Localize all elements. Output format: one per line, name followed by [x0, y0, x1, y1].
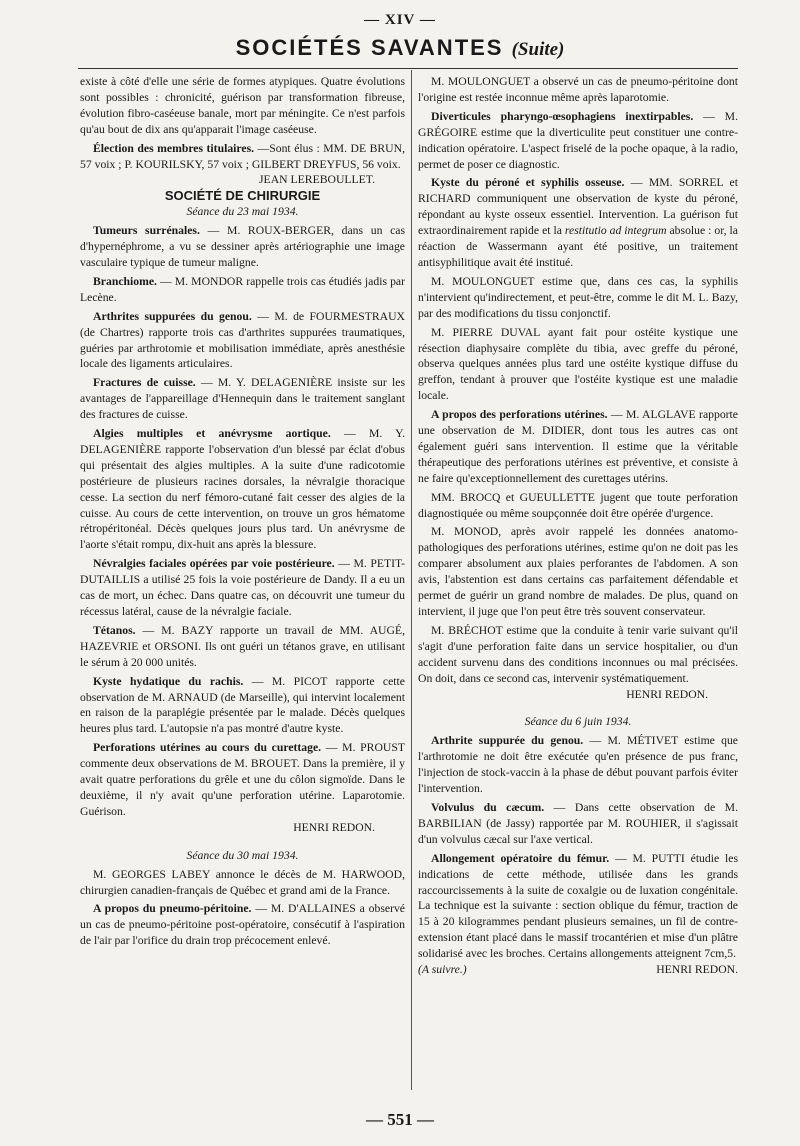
paragraph-heading: A propos des perforations utérines. — [431, 408, 608, 422]
paragraph — [418, 851, 738, 962]
paragraph-body: — M. Y. DELAGENIÈRE rapporte l'observation d'un blessé par éclat d'obus qui présentait des algies multiples. A la suite d'une radicotomie postérieure de plusieurs racines dorsales, la névralgie thoracique cesse. La section du nerf fémoro-cutané fait cesser des algies de la cuisse. Au cours de cette intervention, on trouve un gros hématome rétropéritonéal. Décès quelques jours plus tard. Un anévrysme de l'aorte s'était rompu, dix-huit ans après la blessure. — [80, 427, 406, 552]
paragraph: M. BRÉCHOT estime que la conduite à tenir varie suivant qu'il s'agit d'une perforation faite dans un service hospitalier, ou d'un accident survenu dans des conditions inconnues ou mal précisées. On doit, dans ce second cas, intervenir systématiquement. — [418, 623, 738, 685]
paragraph — [80, 426, 405, 553]
paragraph — [80, 274, 405, 306]
latin-phrase: restitutio ad integrum — [564, 224, 667, 238]
paragraph-body: — M. PROUST commente deux observations de M. BROUET. Dans la première, il y avait quatre perforations du grêle et une du côlon sigmoïde. Dans le deuxième, il n'y avait qu'une perforation utérine. Laparotomie. Guérison. — [80, 741, 405, 818]
left-column — [80, 74, 405, 949]
paragraph: MM. BROCQ et GUEULLETTE jugent que toute perforation diagnostiquée ou même soupçonnée doit être opérée d'urgence. — [418, 490, 738, 520]
paragraph-body: — M. PUTTI étudie les indications de cette méthode, utilisée dans les grands raccourcissements à la suite de coxalgie ou de luxation congénitale. La technique est la suivante : section oblique du fémur, traction de 15 à 20 kilogrammes pendant plusieurs semaines, un fil de contre-extension étant placé dans le massif trocantérien et mise d'un plâtre solidarisé avec les broches. Certains allongements atteignent 7cm,5. — [418, 851, 738, 961]
page-title — [0, 35, 800, 61]
paragraph — [418, 733, 738, 797]
paragraph-heading: Tétanos. — [93, 623, 136, 637]
paragraph-heading: Tumeurs surrénales. — [93, 224, 200, 238]
paragraph-body: — M. D'ALLAINES a observé un cas de pneumo-péritoine post-opératoire, consécutif à l'aspiration de l'air par l'orifice du drain trop précocement enlevé. — [80, 902, 405, 948]
paragraph — [80, 309, 405, 373]
paragraph-body: — M. Y. DELAGENIÈRE insiste sur les avantages de l'appareillage d'Hennequin dans le traitement sanglant des fractures de cuisse. — [80, 376, 405, 422]
paragraph-heading: A propos du pneumo-péritoine. — [93, 902, 252, 916]
paragraph-heading: Volvulus du cæcum. — [431, 800, 545, 814]
paragraph — [80, 674, 405, 738]
paragraph — [80, 901, 405, 949]
paragraph — [80, 623, 405, 671]
paragraph: M. MOULONGUET estime que, dans ces cas, la syphilis n'intervient qu'indirectement, et peut-être, comme le dit M. L. Bazy, par des modifications du tissu conjonctif. — [418, 274, 738, 320]
paragraph-body: — M. PETIT-DUTAILLIS a utilisé 25 fois la voie postérieure de Dandy. Il a eu un cas de mort, un échec. Dans quatre cas, on découvrit une tumeur du récessus latéral, cause de la névralgie faciale. — [80, 557, 405, 618]
paragraph — [80, 740, 405, 820]
signature: JEAN LEREBOULLET. — [259, 173, 375, 187]
paragraph — [418, 175, 738, 270]
paragraph-heading: Arthrites suppurées du genou. — [93, 309, 252, 323]
paragraph-body-tail: absolue : or, la réaction de Wassermann ayant été positive, un traitement antisyphilitique avait été institué. — [418, 224, 738, 269]
paragraph-body: — M. ALGLAVE rapporte une observation de M. DIDIER, dont tous les autres cas ont également guéri sans intervention. Il estime que la véritable thérapeutique des perforations utérines est préventive, et consiste à ne faire qu'exceptionnellement des curettages utérins. — [418, 408, 738, 485]
paragraph-heading: Allongement opératoire du fémur. — [431, 851, 610, 865]
title-main: SOCIÉTÉS SAVANTES — [235, 35, 504, 60]
paragraph — [80, 141, 405, 173]
paragraph — [418, 800, 738, 848]
title-suite: (Suite) — [511, 39, 565, 60]
paragraph-heading: Kyste du péroné et syphilis osseuse. — [431, 176, 625, 190]
paragraph-body: — M. ROUX-BERGER, dans un cas d'hypernéphrome, a vu se dessiner après artériographie une image vasculaire typique de tumeur maligne. — [80, 224, 405, 269]
paragraph-body: — Dans cette observation de M. BARBILIAN (de Jassy) rapportée par M. ROUHIER, il s'agissait d'un volvulus cæcal sur l'axe vertical. — [418, 800, 738, 846]
paragraph — [418, 407, 738, 487]
paragraph: existe à côté d'elle une série de formes atypiques. Quatre évolutions sont possibles : chronicité, guérison par transformation fibreuse, évolution fibro-caséeuse banale, mort par méningite. Ce n'est parfois qu'au bout de dix ans qu'apparait l'image caséeuse. — [80, 75, 405, 136]
paragraph: M. MONOD, après avoir rappelé les données anatomo-pathologiques des perforations utérines, estime qu'on ne doit pas les comparer absolument aux plaies perforantes de l'abdomen. A son avis, l'abstention est dans certains cas parfaitement défendable et permet de guérir un grand nombre de malades. De plus, quand on intervient, il juge que l'on peut être très souvent conservateur. — [418, 525, 738, 618]
section-title: SOCIÉTÉ DE CHIRURGIE — [164, 188, 321, 204]
right-column — [418, 74, 738, 978]
column-divider — [411, 70, 412, 1090]
paragraph — [418, 109, 738, 173]
paragraph: M. PIERRE DUVAL ayant fait pour ostéite kystique une résection diaphysaire complète du tibia, avec greffe du péroné, observa quelques années plus tard une ostéite kystique diffuse du greffon, tendant à prouver que l'ostéite kystique est une maladie locale. — [418, 325, 738, 403]
paragraph-body: — M. BAZY rapporte un travail de MM. AUGÉ, HAZEVRIE et ORSONI. Ils ont guéri un tétanos grave, en utilisant le sérum à 20 000 unités. — [80, 623, 405, 669]
paragraph — [80, 223, 405, 271]
paragraph-heading: Élection des membres titulaires. — [93, 141, 255, 155]
session-date: Séance du 23 mai 1934. — [186, 205, 299, 219]
paragraph-body: — M. MÉTIVET estime que l'arthrotomie ne doit être exécutée qu'en présence de pus franc, l'injection de stock-vaccin à la phase de début pouvant parfois éviter l'intervention. — [418, 734, 738, 796]
page-roman-number: — XIV — — [364, 12, 436, 28]
paragraph-body: — M. MONDOR rappelle trois cas étudiés jadis par Lecène. — [80, 274, 405, 304]
signature: HENRI REDON. — [626, 687, 708, 701]
paragraph — [80, 375, 405, 423]
paragraph-body: — MM. SORREL et RICHARD communiquent une observation de kyste du péroné, répondant au kyste osseux essentiel. Intervention. La guérison fut extraordinairement rapide et la — [418, 176, 738, 238]
paragraph-body: — M. de FOURMESTRAUX (de Chartres) rapporte trois cas d'arthrites suppurées traumatiques, guéries par arthrotomie et mobilisation immédiate, après anesthésie locale des ligaments articulaires. — [80, 309, 405, 371]
paragraph-body: — M. PICOT rapporte cette observation de M. ARNAUD (de Marseille), qui intervint localement en raison de la paraplégie présentée par le malade. Décès quelques heures plus tard. L'autopsie n'a pas montré d'autre kyste. — [80, 674, 405, 736]
session-date: Séance du 6 juin 1934. — [524, 715, 632, 729]
page-number: — 551 — — [366, 1110, 434, 1129]
paragraph-heading: Diverticules pharyngo-œsophagiens inextirpables. — [431, 109, 694, 123]
signature: HENRI REDON. — [656, 963, 738, 977]
paragraph — [80, 556, 405, 620]
to-be-continued: (A suivre.) — [418, 963, 467, 977]
paragraph: M. MOULONGUET a observé un cas de pneumo-péritoine dont l'origine est restée inconnue même après laparotomie. — [418, 75, 738, 104]
paragraph-heading: Fractures de cuisse. — [93, 376, 196, 390]
signature: HENRI REDON. — [293, 820, 375, 834]
paragraph-heading: Névralgies faciales opérées par voie postérieure. — [93, 557, 335, 571]
paragraph-heading: Branchiome. — [93, 274, 157, 288]
paragraph-heading: Perforations utérines au cours du curettage. — [93, 741, 322, 755]
paragraph-heading: Arthrite suppurée du genou. — [431, 734, 584, 748]
paragraph: M. GEORGES LABEY annonce le décès de M. HARWOOD, chirurgien canadien-français de Québec et grand ami de la France. — [80, 867, 405, 897]
paragraph-heading: Kyste hydatique du rachis. — [93, 674, 244, 688]
closing-row — [418, 962, 738, 978]
header-rule — [78, 68, 738, 69]
paragraph-heading: Algies multiples et anévrysme aortique. — [93, 427, 331, 441]
paragraph-body: — M. GRÉGOIRE estime que la diverticulite peut constituer une contre-indication opératoire. L'aspect friselé de la poche opaque, à la radio, permet de poser ce diagnostic. — [418, 109, 738, 171]
paragraph-body: —Sont élus : MM. DE BRUN, 57 voix ; P. KOURILSKY, 57 voix ; GILBERT DREYFUS, 56 voix. — [80, 141, 405, 171]
session-date: Séance du 30 mai 1934. — [186, 848, 299, 862]
